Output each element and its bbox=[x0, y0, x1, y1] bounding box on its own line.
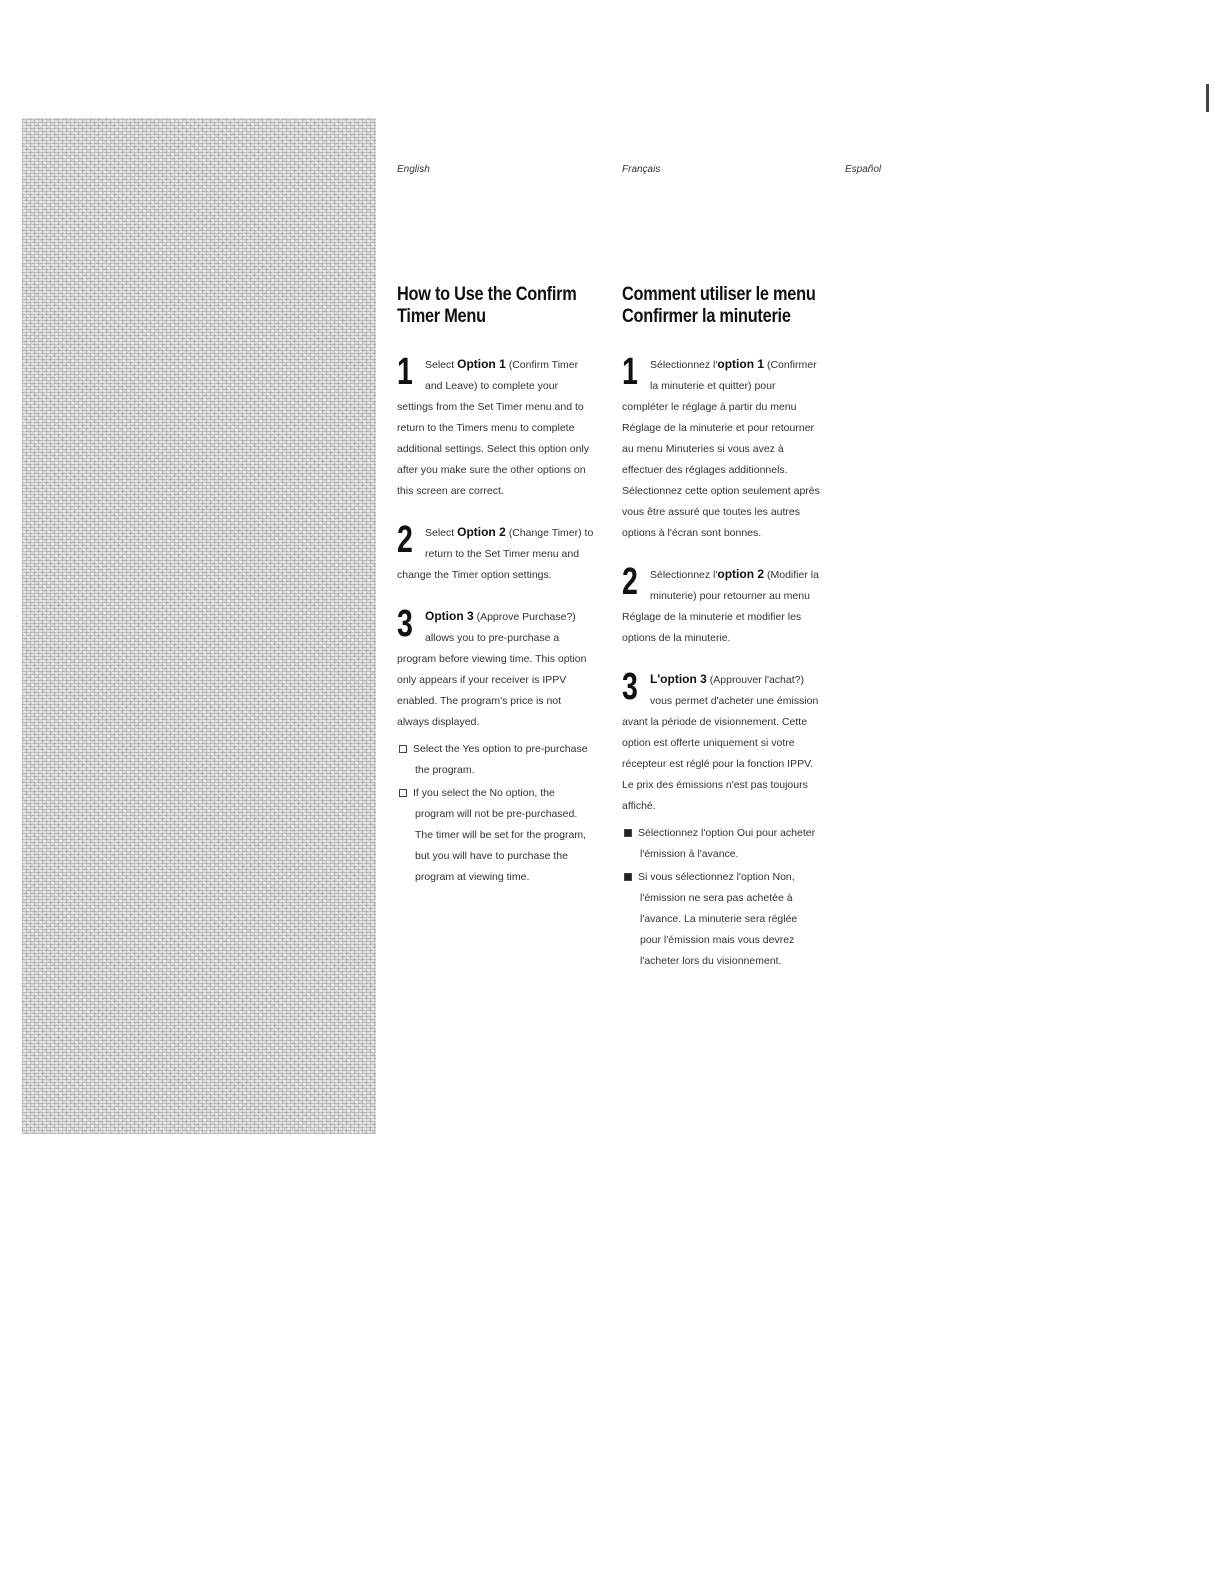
english-step-1 bbox=[397, 351, 595, 502]
english-step-2 bbox=[397, 519, 595, 586]
step-text: (Modifier la minuterie) pour retourner au menu Réglage de la minuterie et modifier les options de la minuterie. bbox=[622, 569, 819, 644]
french-bullet-non bbox=[622, 867, 820, 972]
french-step-3 bbox=[622, 666, 820, 817]
bullet-text: Sélectionnez l'option Oui pour acheter l'émission à l'avance. bbox=[638, 827, 816, 860]
bullet-text: Select the Yes option to pre-purchase the program. bbox=[413, 743, 588, 776]
step-prefix: Sélectionnez l' bbox=[650, 569, 718, 581]
step-option-label: Option 1 bbox=[457, 357, 506, 371]
step-option-label: Option 3 bbox=[425, 609, 474, 623]
english-title: How to Use the Confirm Timer Menu bbox=[397, 284, 577, 327]
french-column bbox=[622, 284, 820, 974]
step-prefix: Select bbox=[425, 527, 458, 539]
bullet-text: Si vous sélectionnez l'option Non, l'émission ne sera pas achetée à l'avance. La minuterie sera réglée pour l'émission mais vous devrez l'acheter lors du visionnement. bbox=[638, 871, 798, 967]
step-text: (Approve Purchase?) allows you to pre-purchase a program before viewing time. This option only appears if your receiver is IPPV enabled. The program's price is not always displayed. bbox=[397, 611, 587, 728]
bullet-square-icon bbox=[624, 873, 632, 881]
step-prefix: Sélectionnez l' bbox=[650, 359, 718, 371]
step-option-label: Option 2 bbox=[457, 525, 506, 539]
page-edge-mark bbox=[1206, 84, 1209, 112]
language-label-english: English bbox=[397, 164, 430, 175]
french-title: Comment utiliser le menu Confirmer la minuterie bbox=[622, 284, 816, 327]
step-text: (Confirmer la minuterie et quitter) pour compléter le réglage à partir du menu Réglage de la minuterie et pour retourner au menu Minuteries si vous avez à effectuer des réglages additionnels. Sélectionnez cette option seulement après vous être assuré que toutes les autres options à l'écran sont bonnes. bbox=[622, 359, 820, 539]
halftone-side-panel bbox=[22, 118, 376, 1134]
step-option-label: option 1 bbox=[717, 357, 765, 371]
language-label-spanish: Español bbox=[845, 164, 882, 175]
step-text: (Approuver l'achat?) vous permet d'acheter une émission avant la période de visionnement. Cette option est offerte uniquement si votre récepteur est réglé pour la fonction IPPV. Le prix des émissions n'est pas toujours affiché. bbox=[622, 674, 819, 812]
english-bullet-yes bbox=[397, 739, 595, 781]
step-number: 2 bbox=[622, 561, 638, 603]
step-text: (Confirm Timer and Leave) to complete your settings from the Set Timer menu and to return to the Timers menu to complete additional settings. Select this option only after you make sure the other options on this screen are correct. bbox=[397, 359, 590, 497]
step-option-label: L'option 3 bbox=[650, 672, 707, 686]
bullet-text: If you select the No option, the program will not be pre-purchased. The timer will be set for the program, but you will have to purchase the program at viewing time. bbox=[413, 787, 586, 883]
language-label-french: Français bbox=[622, 164, 661, 175]
step-number: 3 bbox=[397, 603, 413, 645]
step-number: 1 bbox=[397, 351, 413, 393]
step-number: 2 bbox=[397, 519, 413, 561]
english-column bbox=[397, 284, 595, 890]
step-number: 3 bbox=[622, 666, 638, 708]
step-prefix: Select bbox=[425, 359, 458, 371]
french-bullet-oui bbox=[622, 823, 820, 865]
bullet-square-icon bbox=[399, 745, 407, 753]
bullet-square-icon bbox=[624, 829, 632, 837]
step-number: 1 bbox=[622, 351, 638, 393]
french-step-1 bbox=[622, 351, 820, 544]
english-step-3 bbox=[397, 603, 595, 733]
step-text: (Change Timer) to return to the Set Timer menu and change the Timer option settings. bbox=[397, 527, 594, 581]
step-option-label: option 2 bbox=[717, 567, 765, 581]
bullet-square-icon bbox=[399, 789, 407, 797]
english-bullet-no bbox=[397, 783, 595, 888]
french-step-2 bbox=[622, 561, 820, 649]
